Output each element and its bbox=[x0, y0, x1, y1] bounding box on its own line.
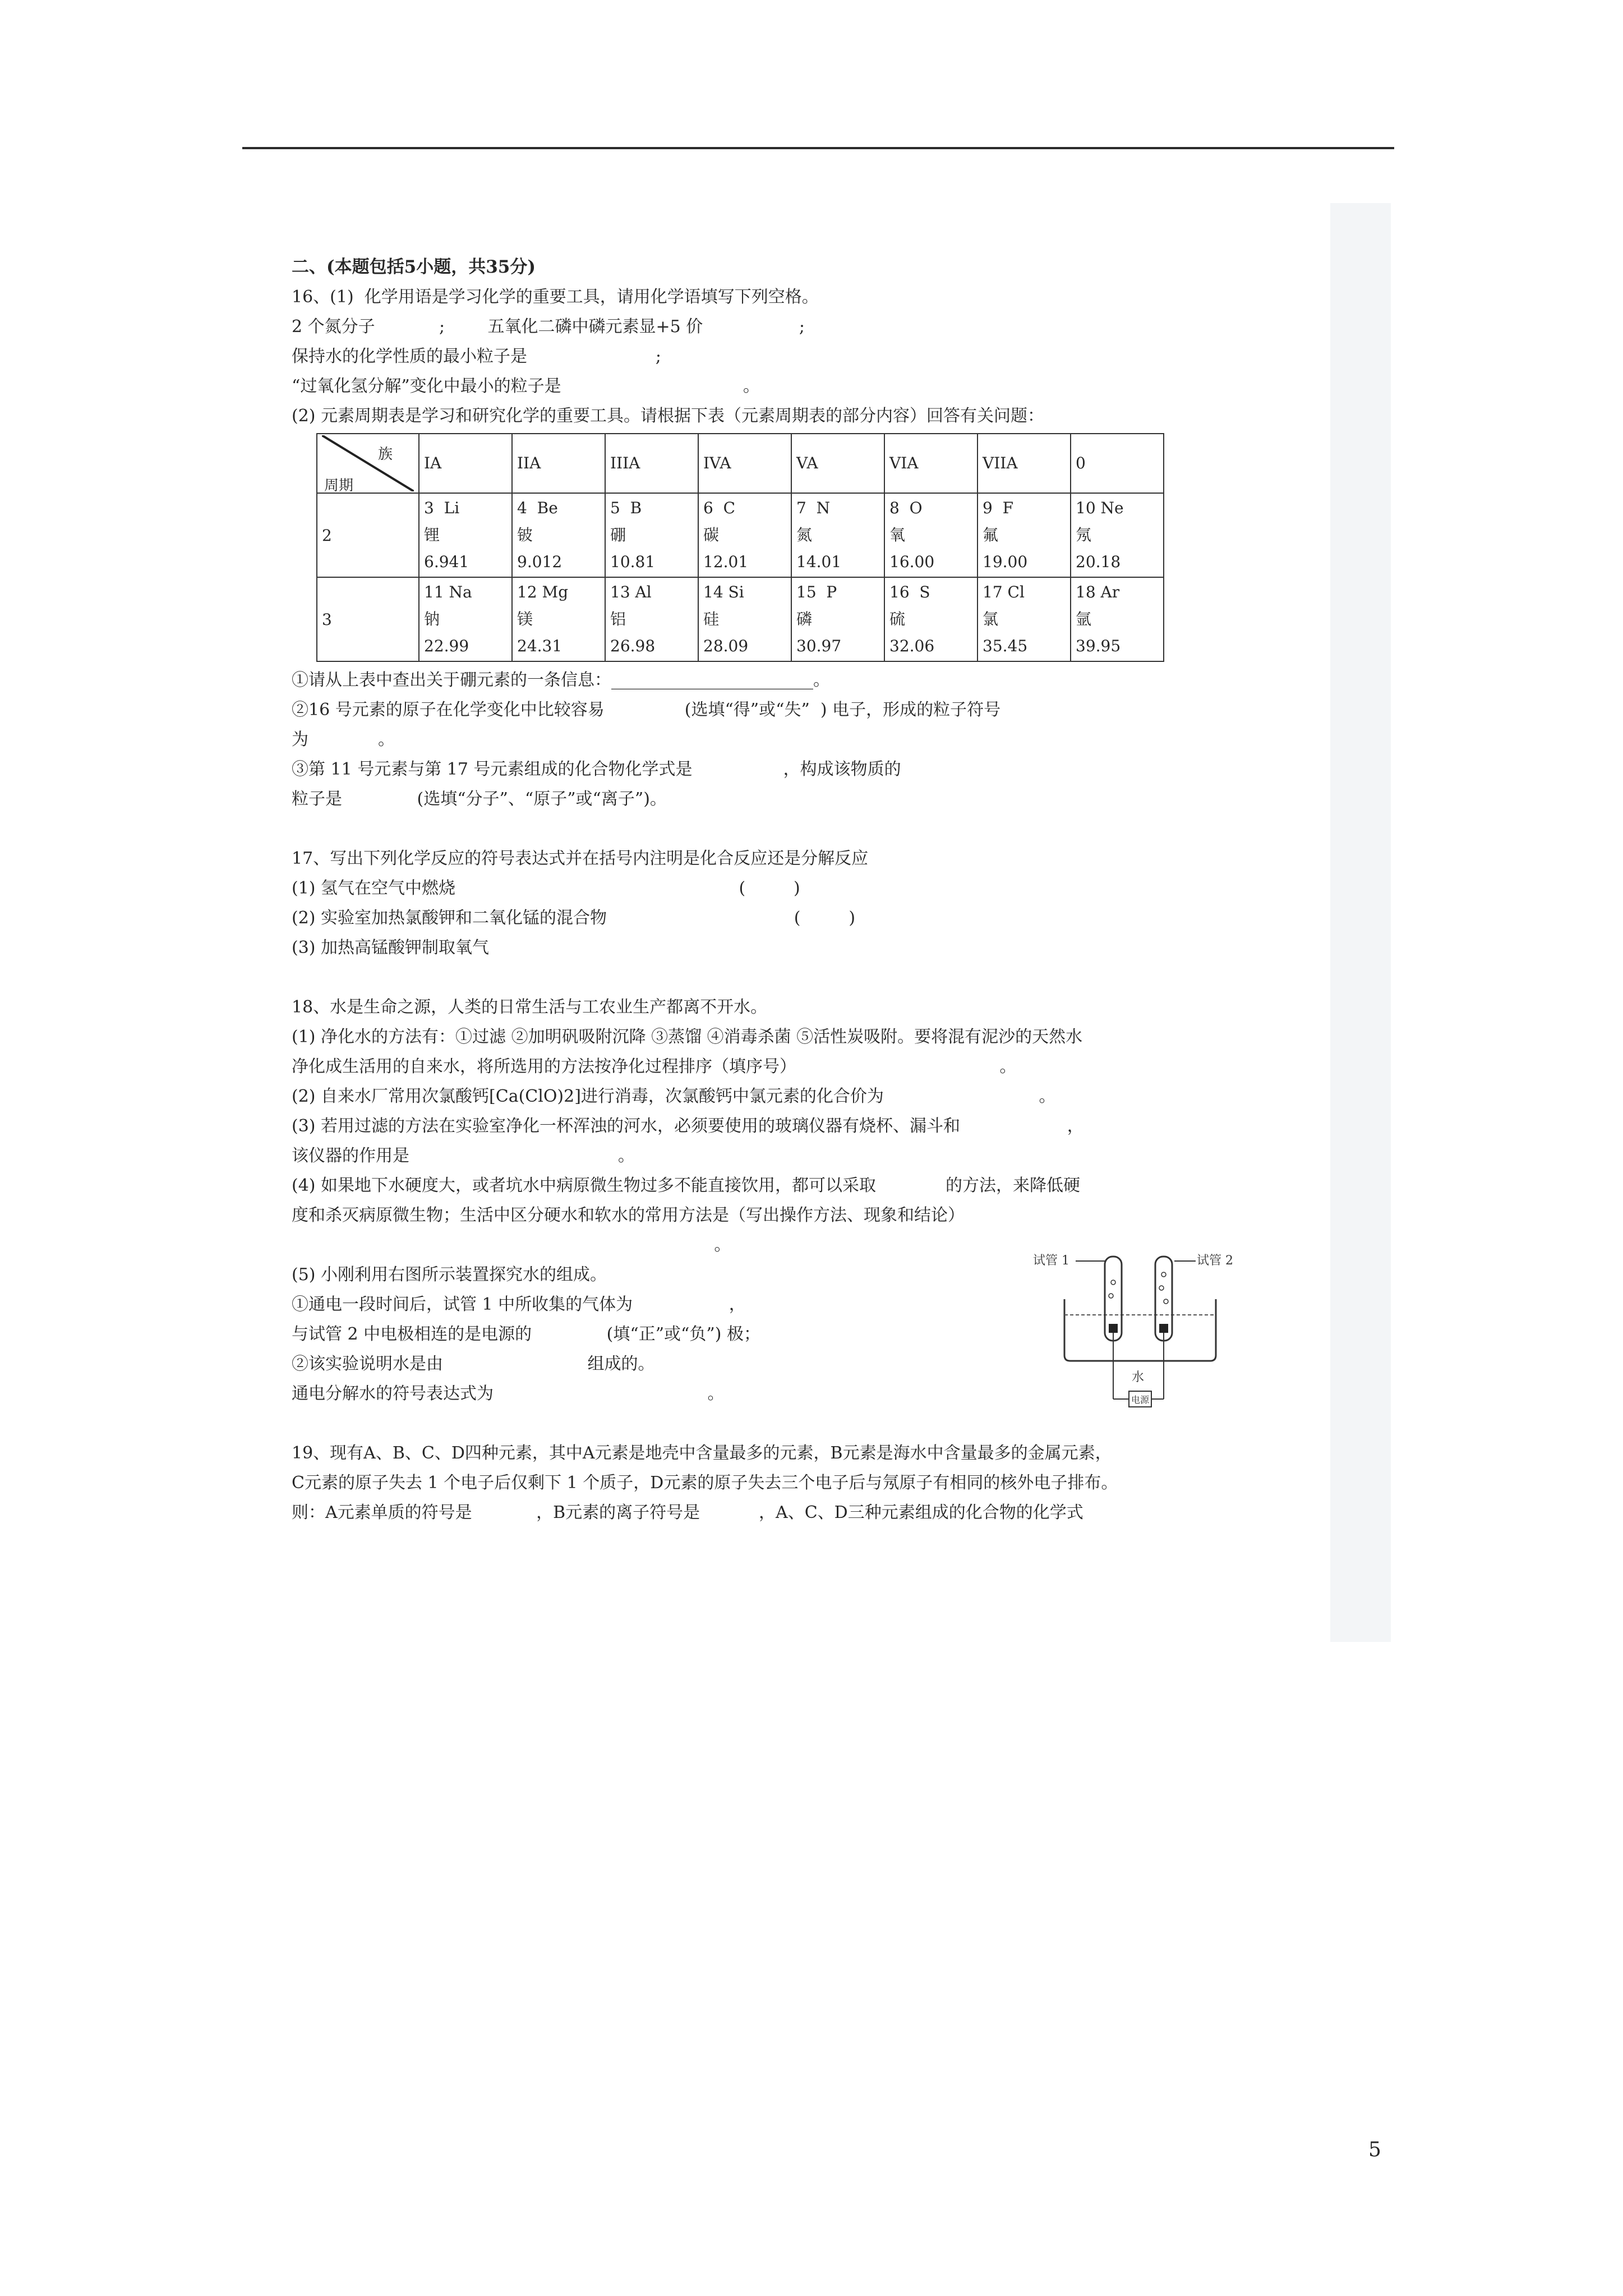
element-cell bbox=[978, 577, 1071, 661]
section-title: 二、(本题包括5小题，共35分) bbox=[292, 257, 536, 277]
water-trough bbox=[1064, 1299, 1216, 1361]
group-header: 0 bbox=[1071, 434, 1164, 493]
element-cell bbox=[1071, 577, 1164, 661]
header-rule bbox=[242, 147, 1394, 149]
q16-sub-3a: ③第 11 号元素与第 17 号元素组成的化合物化学式是 ，构成该物质的 bbox=[292, 760, 901, 779]
element-name: 氟 bbox=[983, 526, 999, 544]
exam-content bbox=[292, 252, 1245, 1527]
element-cell bbox=[698, 577, 791, 661]
element-name: 氩 bbox=[1076, 610, 1092, 628]
element-mass: 28.09 bbox=[703, 637, 749, 655]
element-number-symbol: 11 Na bbox=[424, 583, 472, 601]
margin-strip bbox=[1330, 203, 1391, 1642]
element-number-symbol: 13 Al bbox=[610, 583, 652, 601]
q18-line-7: 度和杀灭病原微生物；生活中区分硬水和软水的常用方法是（写出操作方法、现象和结论） bbox=[292, 1205, 965, 1225]
q16-sub-2a: ②16 号元素的原子在化学变化中比较容易 (选填“得”或“失” ) 电子，形成的粒子符号 bbox=[292, 700, 1001, 720]
q16-part-2: (2) 元素周期表是学习和研究化学的重要工具。请根据下表（元素周期表的部分内容）回答有关问题： bbox=[292, 406, 1045, 426]
electrolysis-apparatus-diagram bbox=[1031, 1249, 1244, 1428]
q18-line-2: 净化成生活用的自来水，将所选用的方法按净化过程排序（填序号） 。 bbox=[292, 1057, 1017, 1076]
element-cell bbox=[419, 577, 512, 661]
element-cell bbox=[698, 493, 791, 577]
q18-line-12: ②该实验说明水是由 组成的。 bbox=[292, 1354, 655, 1374]
q16-sub-3b: 粒子是 (选填“分子”、“原子”或“离子”)。 bbox=[292, 789, 667, 809]
element-mass: 26.98 bbox=[610, 637, 656, 655]
element-mass: 6.941 bbox=[424, 553, 469, 571]
q16-sub-1: ①请从上表中查出关于硼元素的一条信息：________________________。 bbox=[292, 670, 830, 690]
q17-line-1: (1) 氢气在空气中燃烧 ( ) bbox=[292, 878, 800, 898]
group-header: IIA bbox=[512, 434, 605, 493]
q17-intro: 17、写出下列化学反应的符号表达式并在括号内注明是化合反应还是分解反应 bbox=[292, 849, 869, 868]
element-name: 氧 bbox=[889, 526, 906, 544]
element-mass: 12.01 bbox=[703, 553, 749, 571]
element-cell bbox=[512, 493, 605, 577]
element-cell bbox=[978, 493, 1071, 577]
element-mass: 22.99 bbox=[424, 637, 469, 655]
element-number-symbol: 6 C bbox=[703, 499, 736, 517]
element-cell bbox=[884, 577, 978, 661]
element-number-symbol: 9 F bbox=[983, 499, 1014, 517]
element-name: 钠 bbox=[424, 610, 440, 628]
q16-line-2: 保持水的化学性质的最小粒子是 ; bbox=[292, 347, 661, 366]
element-mass: 9.012 bbox=[517, 553, 562, 571]
group-header: VIIA bbox=[978, 434, 1071, 493]
element-mass: 30.97 bbox=[796, 637, 842, 655]
element-mass: 39.95 bbox=[1076, 637, 1121, 655]
element-cell bbox=[791, 493, 884, 577]
table-corner-cell bbox=[317, 434, 419, 493]
element-name: 氖 bbox=[1076, 526, 1092, 544]
element-number-symbol: 18 Ar bbox=[1076, 583, 1120, 601]
element-number-symbol: 7 N bbox=[796, 499, 831, 517]
tube-2-label: 试管 2 bbox=[1197, 1254, 1233, 1268]
element-mass: 10.81 bbox=[610, 553, 656, 571]
element-mass: 14.01 bbox=[796, 553, 842, 571]
q17-line-2: (2) 实验室加热氯酸钾和二氧化锰的混合物 ( ) bbox=[292, 908, 856, 928]
tube-1-label: 试管 1 bbox=[1033, 1254, 1069, 1268]
element-cell bbox=[605, 493, 698, 577]
q18-line-5: 该仪器的作用是 。 bbox=[292, 1146, 635, 1166]
element-mass: 35.45 bbox=[983, 637, 1028, 655]
element-name: 镁 bbox=[517, 610, 533, 628]
q18-line-11: 与试管 2 中电极相连的是电源的 (填“正”或“负”) 极； bbox=[292, 1324, 760, 1344]
q18-line-3: (2) 自来水厂常用次氯酸钙[Ca(ClO)2]进行消毒，次氯酸钙中氯元素的化合价为 。 bbox=[292, 1087, 1056, 1106]
group-header: VIA bbox=[884, 434, 978, 493]
element-name: 磷 bbox=[796, 610, 813, 628]
table-header-row bbox=[317, 434, 1164, 493]
element-number-symbol: 3 Li bbox=[424, 499, 460, 517]
element-mass: 32.06 bbox=[889, 637, 935, 655]
electrode-2 bbox=[1159, 1324, 1168, 1333]
q18-line-4: (3) 若用过滤的方法在实验室净化一杯浑浊的河水，必须要使用的玻璃仪器有烧杯、漏斗和 ， bbox=[292, 1116, 1084, 1136]
element-number-symbol: 8 O bbox=[889, 499, 923, 517]
element-name: 硼 bbox=[610, 526, 626, 544]
q16-sub-2b: 为 。 bbox=[292, 730, 395, 749]
element-number-symbol: 16 S bbox=[889, 583, 930, 601]
period-label: 3 bbox=[317, 577, 419, 661]
element-number-symbol: 14 Si bbox=[703, 583, 744, 601]
q18-line-13: 通电分解水的符号表达式为 。 bbox=[292, 1384, 725, 1404]
element-name: 硫 bbox=[889, 610, 906, 628]
element-cell bbox=[1071, 493, 1164, 577]
period-label: 2 bbox=[317, 493, 419, 577]
electrode-1 bbox=[1109, 1324, 1118, 1333]
q16-line-1: 2 个氮分子 ; 五氧化二磷中磷元素显+5 价 ; bbox=[292, 317, 805, 337]
element-number-symbol: 17 Cl bbox=[983, 583, 1025, 601]
power-source-label: 电源 bbox=[1131, 1395, 1150, 1405]
q18-line-8: 。 bbox=[292, 1235, 731, 1255]
group-header: VA bbox=[791, 434, 884, 493]
element-cell bbox=[419, 493, 512, 577]
element-mass: 20.18 bbox=[1076, 553, 1121, 571]
element-number-symbol: 15 P bbox=[796, 583, 837, 601]
periodic-table bbox=[316, 433, 1164, 662]
q19-line-1: 19、现有A、B、C、D四种元素，其中A元素是地壳中含量最多的元素，B元素是海水中含量最多的金属元素， bbox=[292, 1443, 1112, 1463]
element-number-symbol: 4 Be bbox=[517, 499, 558, 517]
element-name: 硅 bbox=[703, 610, 720, 628]
element-name: 氮 bbox=[796, 526, 813, 544]
q19-line-2: C元素的原子失去 1 个电子后仅剩下 1 个质子，D元素的原子失去三个电子后与氖原子有相同的核外电子排布。 bbox=[292, 1473, 1118, 1493]
element-number-symbol: 10 Ne bbox=[1076, 499, 1124, 517]
table-row-period-3 bbox=[317, 577, 1164, 661]
element-number-symbol: 5 B bbox=[610, 499, 642, 517]
q19-line-3: 则：A元素单质的符号是 ，B元素的离子符号是 ，A、C、D三种元素组成的化合物的化学式 bbox=[292, 1503, 1083, 1522]
water-label: 水 bbox=[1132, 1370, 1145, 1384]
element-number-symbol: 12 Mg bbox=[517, 583, 569, 601]
table-row-period-2 bbox=[317, 493, 1164, 577]
header-group-label: 族 bbox=[378, 446, 393, 463]
q18-line-1: (1) 净化水的方法有：①过滤 ②加明矾吸附沉降 ③蒸馏 ④消毒杀菌 ⑤活性炭吸附。要将混有泥沙的天然水 bbox=[292, 1027, 1083, 1047]
element-name: 锂 bbox=[424, 526, 440, 544]
element-mass: 24.31 bbox=[517, 637, 562, 655]
q17-line-3: (3) 加热高锰酸钾制取氧气 bbox=[292, 938, 490, 958]
element-cell bbox=[884, 493, 978, 577]
element-name: 铍 bbox=[517, 526, 533, 544]
q18-part-5 bbox=[292, 1254, 1245, 1409]
q18-intro: 18、水是生命之源，人类的日常生活与工农业生产都离不开水。 bbox=[292, 997, 768, 1017]
element-name: 铝 bbox=[610, 610, 626, 628]
element-cell bbox=[791, 577, 884, 661]
element-name: 氯 bbox=[983, 610, 999, 628]
group-header: IIIA bbox=[605, 434, 698, 493]
element-mass: 16.00 bbox=[889, 553, 935, 571]
element-cell bbox=[605, 577, 698, 661]
q18-line-9: (5) 小刚利用右图所示装置探究水的组成。 bbox=[292, 1265, 607, 1285]
q18-line-6: (4) 如果地下水硬度大，或者坑水中病原微生物过多不能直接饮用，都可以采取 的方法，来降低硬 bbox=[292, 1176, 1080, 1195]
q18-line-10: ①通电一段时间后，试管 1 中所收集的气体为 ， bbox=[292, 1295, 746, 1314]
group-header: IA bbox=[419, 434, 512, 493]
page-number: 5 bbox=[1368, 2138, 1381, 2161]
element-cell bbox=[512, 577, 605, 661]
group-header: IVA bbox=[698, 434, 791, 493]
header-period-label: 周期 bbox=[324, 477, 354, 494]
element-mass: 19.00 bbox=[983, 553, 1028, 571]
element-name: 碳 bbox=[703, 526, 720, 544]
q16-line-3: “过氧化氢分解”变化中最小的粒子是 。 bbox=[292, 376, 760, 396]
q16-intro: 16、(1) 化学用语是学习化学的重要工具，请用化学语填写下列空格。 bbox=[292, 287, 819, 307]
